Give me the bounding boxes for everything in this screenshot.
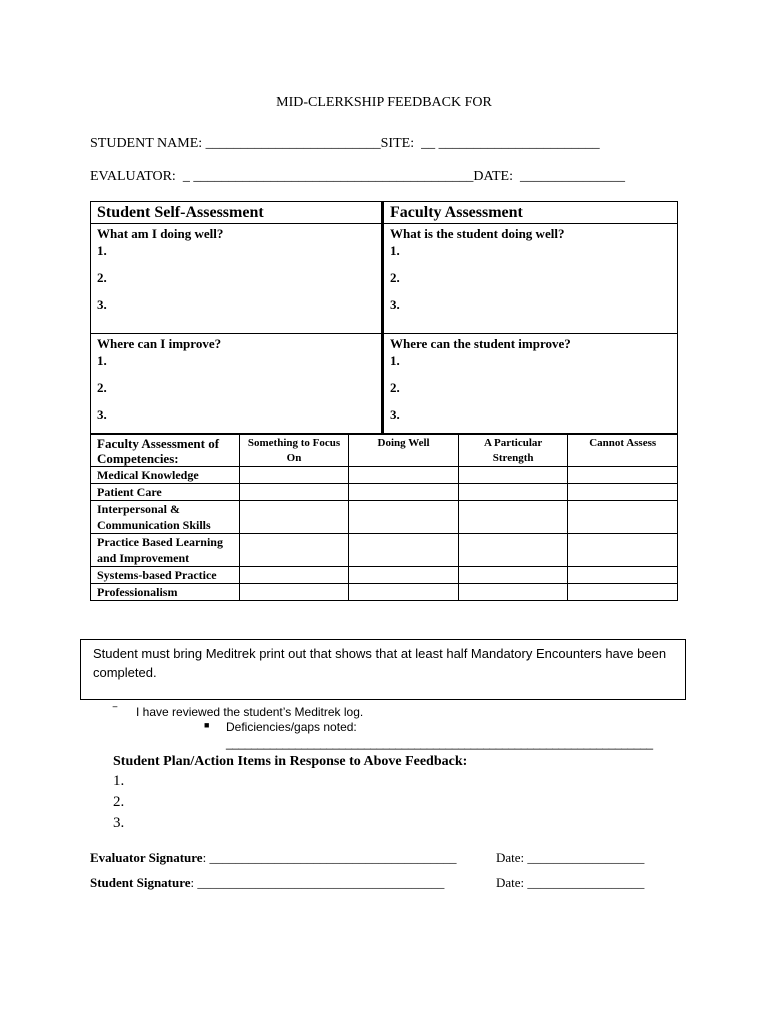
self-doing-well-question: What am I doing well? — [97, 226, 224, 241]
competency-label: Medical Knowledge — [91, 467, 240, 484]
plan-item[interactable]: 3. — [113, 815, 125, 831]
rating-cell[interactable] — [239, 467, 349, 484]
evaluator-date-row — [496, 850, 644, 866]
plan-item[interactable]: 2. — [113, 794, 125, 810]
evaluator-date-field[interactable]: __________________ — [527, 850, 645, 865]
evaluator-date-label: Date: — [496, 850, 528, 865]
date-field[interactable]: _______________ — [520, 169, 625, 184]
column-header: Something to Focus On — [239, 434, 349, 467]
rating-cell[interactable] — [349, 467, 459, 484]
faculty-improve-question: Where can the student improve? — [390, 336, 571, 351]
item-number: 2. — [390, 270, 400, 285]
rating-cell[interactable] — [568, 584, 678, 601]
student-signature-field[interactable]: : ______________________________________ — [190, 875, 445, 890]
rating-cell[interactable] — [568, 484, 678, 501]
student-date-field[interactable]: __________________ — [527, 875, 645, 890]
rating-cell[interactable] — [239, 484, 349, 501]
rating-cell[interactable] — [349, 501, 459, 534]
rating-cell[interactable] — [239, 501, 349, 534]
column-header: Doing Well — [349, 434, 459, 467]
rating-cell[interactable] — [458, 484, 568, 501]
meditrek-notice: Student must bring Meditrek print out that shows that at least half Mandatory Encounters have been completed. — [80, 639, 686, 700]
rating-cell[interactable] — [458, 567, 568, 584]
item-number: 1. — [97, 243, 107, 258]
site-label: SITE: — [380, 136, 415, 151]
deficiencies-line[interactable]: ____________________________________________________________________ — [226, 736, 653, 750]
evaluator-signature-row — [90, 850, 456, 866]
evaluator-signature-label: Evaluator Signature — [90, 850, 203, 865]
rating-cell[interactable] — [349, 584, 459, 601]
rating-cell[interactable] — [239, 567, 349, 584]
table-row — [91, 484, 678, 501]
faculty-doing-well-cell[interactable] — [384, 224, 677, 334]
competencies-table — [90, 433, 678, 601]
plan-item[interactable]: 1. — [113, 773, 125, 789]
rating-cell[interactable] — [568, 534, 678, 567]
student-self-assessment-heading: Student Self-Assessment — [91, 202, 384, 224]
competencies-header-row — [91, 434, 678, 467]
competency-label: Practice Based Learning and Improvement — [91, 534, 240, 567]
student-signature-label: Student Signature — [90, 875, 191, 890]
form-title: MID-CLERKSHIP FEEDBACK FOR — [276, 95, 492, 110]
faculty-assessment-heading: Faculty Assessment — [384, 202, 677, 224]
table-row — [91, 467, 678, 484]
self-doing-well-cell[interactable] — [91, 224, 384, 334]
rating-cell[interactable] — [349, 534, 459, 567]
item-number: 1. — [97, 353, 107, 368]
student-name-row — [90, 136, 600, 152]
rating-cell[interactable] — [458, 467, 568, 484]
competency-label: Professionalism — [91, 584, 240, 601]
competency-label: Interpersonal & Communication Skills — [91, 501, 240, 534]
rating-cell[interactable] — [458, 584, 568, 601]
table-row — [91, 584, 678, 601]
faculty-doing-well-question: What is the student doing well? — [390, 226, 565, 241]
rating-cell[interactable] — [349, 567, 459, 584]
item-number: 2. — [390, 380, 400, 395]
evaluator-label: EVALUATOR: — [90, 169, 176, 184]
student-date-row — [496, 875, 644, 891]
review-checkbox-icon[interactable]: ‾ — [113, 705, 117, 719]
competencies-heading: Faculty Assessment of Competencies: — [91, 434, 240, 467]
bullet-icon: ■ — [204, 720, 210, 730]
column-header: Cannot Assess — [568, 434, 678, 467]
student-name-field[interactable]: _________________________ — [205, 136, 381, 151]
table-row — [91, 567, 678, 584]
plan-heading: Student Plan/Action Items in Response to Above Feedback: — [113, 754, 468, 769]
student-signature-row — [90, 875, 444, 891]
self-assessment-table — [90, 201, 678, 435]
self-improve-cell[interactable] — [91, 334, 384, 434]
date-label: DATE: — [473, 169, 513, 184]
faculty-improve-cell[interactable] — [384, 334, 677, 434]
rating-cell[interactable] — [239, 584, 349, 601]
evaluator-field[interactable]: _ ________________________________________ — [182, 169, 474, 184]
rating-cell[interactable] — [568, 467, 678, 484]
item-number: 3. — [97, 407, 107, 422]
student-name-label: STUDENT NAME: — [90, 136, 203, 151]
rating-cell[interactable] — [458, 501, 568, 534]
student-date-label: Date: — [496, 875, 528, 890]
item-number: 3. — [390, 407, 400, 422]
rating-cell[interactable] — [568, 567, 678, 584]
table-row — [91, 534, 678, 567]
item-number: 2. — [97, 380, 107, 395]
self-improve-question: Where can I improve? — [97, 336, 222, 351]
site-field[interactable]: __ _______________________ — [421, 136, 600, 151]
item-number: 2. — [97, 270, 107, 285]
competency-label: Patient Care — [91, 484, 240, 501]
deficiencies-label: Deficiencies/gaps noted: — [226, 720, 357, 734]
item-number: 3. — [390, 297, 400, 312]
rating-cell[interactable] — [568, 501, 678, 534]
evaluator-row — [90, 169, 625, 185]
table-row — [91, 501, 678, 534]
evaluator-signature-field[interactable]: : ______________________________________ — [202, 850, 457, 865]
rating-cell[interactable] — [239, 534, 349, 567]
item-number: 1. — [390, 243, 400, 258]
item-number: 3. — [97, 297, 107, 312]
review-check-text: I have reviewed the student’s Meditrek log. — [136, 705, 364, 719]
competency-label: Systems-based Practice — [91, 567, 240, 584]
rating-cell[interactable] — [349, 484, 459, 501]
column-header: A Particular Strength — [458, 434, 568, 467]
rating-cell[interactable] — [458, 534, 568, 567]
item-number: 1. — [390, 353, 400, 368]
